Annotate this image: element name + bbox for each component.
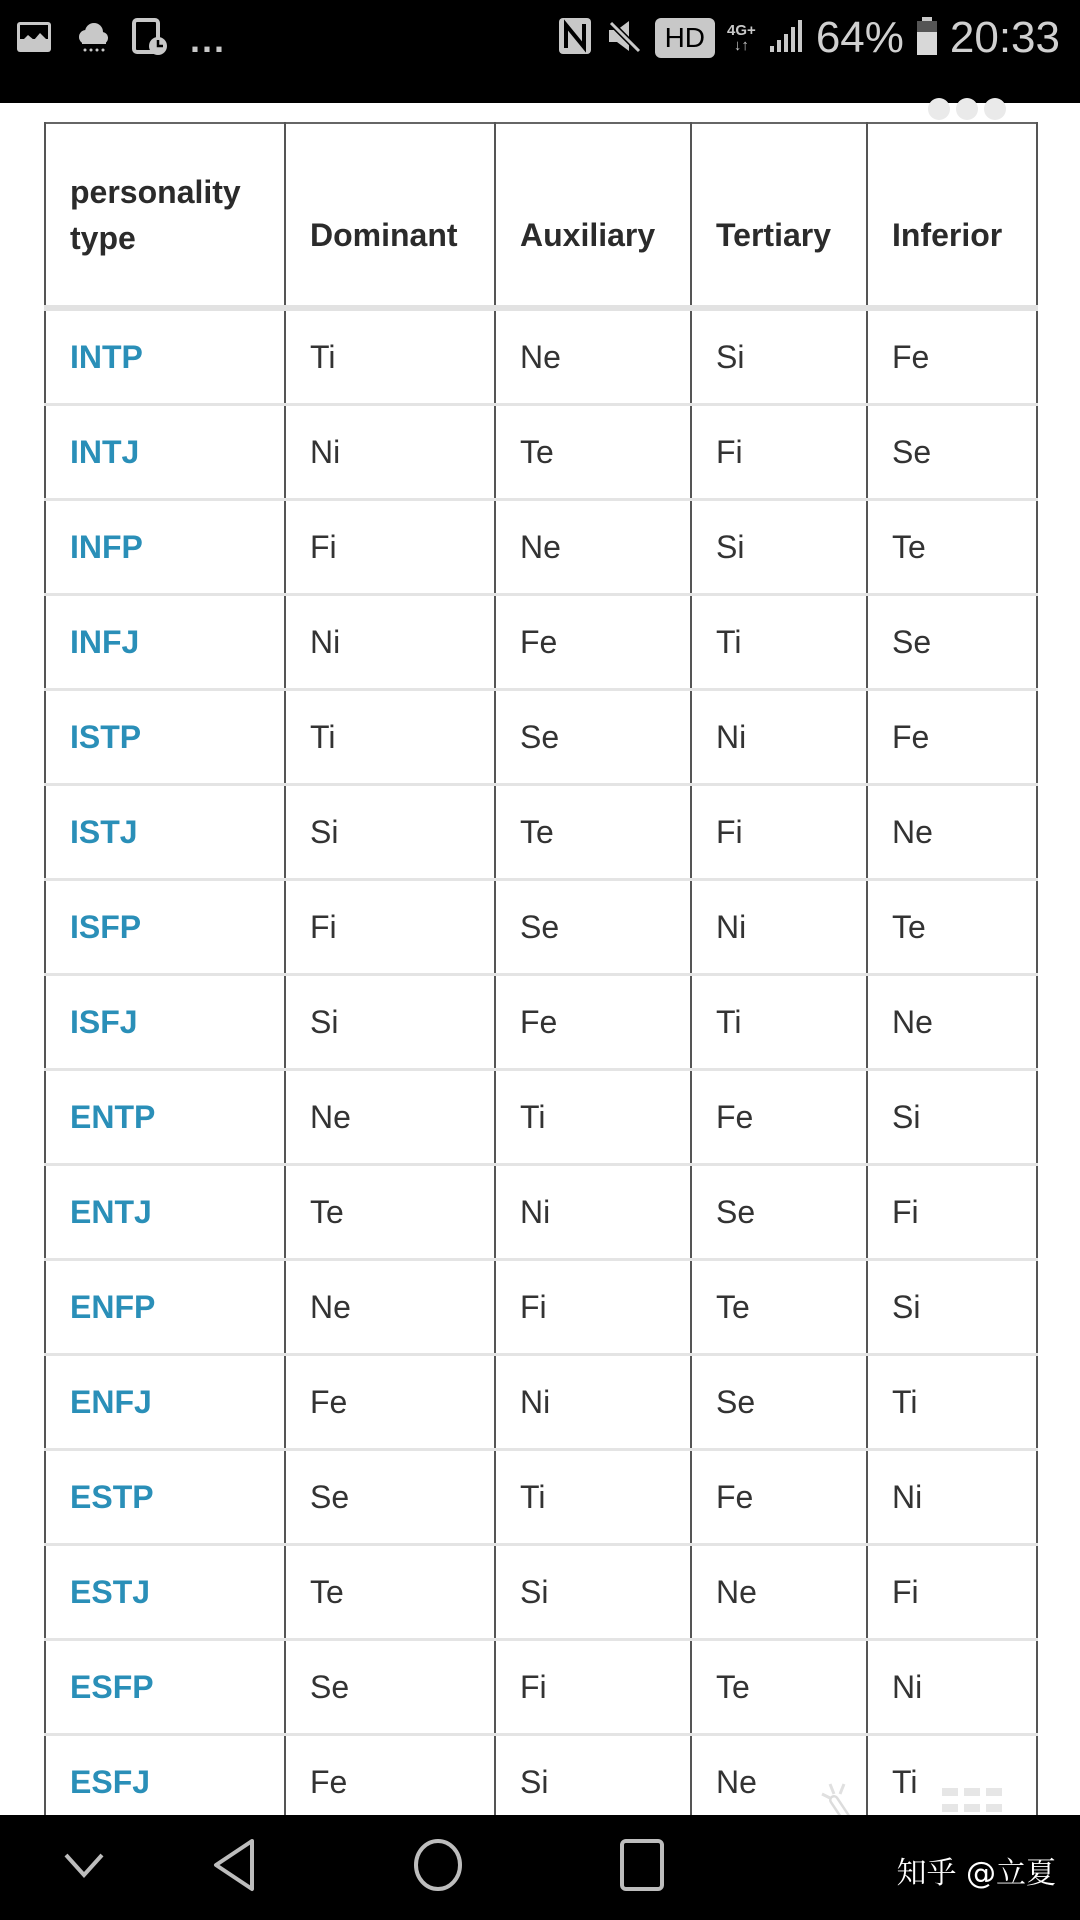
home-button[interactable] (412, 1837, 464, 1898)
inferior-cell: Fe (867, 308, 1037, 405)
auxiliary-cell: Ne (495, 500, 691, 595)
dot-icon (984, 98, 1006, 120)
dominant-cell: Ti (285, 308, 495, 405)
table-row (45, 595, 1037, 690)
dominant-cell: Fi (285, 880, 495, 975)
table-row (45, 690, 1037, 785)
dominant-cell: Si (285, 975, 495, 1070)
tertiary-cell: Ti (691, 595, 867, 690)
table-header-row (45, 123, 1037, 308)
system-status-icons (557, 10, 1060, 66)
header-tertiary: Tertiary (691, 123, 867, 308)
auxiliary-cell: Si (495, 1545, 691, 1640)
tertiary-cell: Te (691, 1260, 867, 1355)
notification-icons (16, 18, 226, 61)
auxiliary-cell: Ti (495, 1070, 691, 1165)
auxiliary-cell: Te (495, 405, 691, 500)
auxiliary-cell: Fi (495, 1640, 691, 1735)
cognitive-functions-table (44, 122, 1038, 1831)
tertiary-cell: Te (691, 1640, 867, 1735)
mute-icon (605, 17, 643, 60)
dominant-cell: Ne (285, 1070, 495, 1165)
tertiary-cell: Fe (691, 1450, 867, 1545)
battery-icon (916, 17, 938, 60)
inferior-cell: Ne (867, 975, 1037, 1070)
inferior-cell: Si (867, 1070, 1037, 1165)
auxiliary-cell: Si (495, 1735, 691, 1830)
type-link[interactable]: ESTJ (45, 1545, 285, 1640)
dot-icon (956, 98, 978, 120)
inferior-cell: Te (867, 880, 1037, 975)
auxiliary-cell: Fe (495, 975, 691, 1070)
header-dominant: Dominant (285, 123, 495, 308)
auxiliary-cell: Ni (495, 1165, 691, 1260)
table-row (45, 1545, 1037, 1640)
header-auxiliary: Auxiliary (495, 123, 691, 308)
auxiliary-cell: Ne (495, 308, 691, 405)
table-row (45, 1640, 1037, 1735)
hd-voice-icon: HD (655, 18, 715, 58)
signal-icon (768, 18, 804, 59)
personality-functions-table (44, 122, 1036, 1831)
type-link[interactable]: ENFJ (45, 1355, 285, 1450)
nfc-icon (557, 16, 593, 61)
auxiliary-cell: Fi (495, 1260, 691, 1355)
inferior-cell: Ne (867, 785, 1037, 880)
type-link[interactable]: INTP (45, 308, 285, 405)
auxiliary-cell: Fe (495, 595, 691, 690)
type-link[interactable]: ENTP (45, 1070, 285, 1165)
dominant-cell: Te (285, 1545, 495, 1640)
inferior-cell: Fi (867, 1545, 1037, 1640)
type-link[interactable]: ENTJ (45, 1165, 285, 1260)
tertiary-cell: Se (691, 1165, 867, 1260)
auxiliary-cell: Se (495, 690, 691, 785)
dominant-cell: Se (285, 1640, 495, 1735)
inferior-cell: Ti (867, 1355, 1037, 1450)
inferior-cell: Fe (867, 690, 1037, 785)
battery-percent: 64% (815, 13, 904, 62)
tertiary-cell: Si (691, 500, 867, 595)
inferior-cell: Ti (867, 1735, 1037, 1830)
type-link[interactable]: ISFP (45, 880, 285, 975)
table-row (45, 1450, 1037, 1545)
type-link[interactable]: ESFJ (45, 1735, 285, 1830)
tertiary-cell: Fe (691, 1070, 867, 1165)
inferior-cell: Ni (867, 1640, 1037, 1735)
table-row (45, 405, 1037, 500)
table-row (45, 975, 1037, 1070)
tertiary-cell: Fi (691, 785, 867, 880)
collapse-button[interactable] (62, 1851, 106, 1886)
type-link[interactable]: INFJ (45, 595, 285, 690)
dominant-cell: Ne (285, 1260, 495, 1355)
table-row (45, 1165, 1037, 1260)
dominant-cell: Si (285, 785, 495, 880)
inferior-cell: Fi (867, 1165, 1037, 1260)
table-row (45, 785, 1037, 880)
table-row (45, 880, 1037, 975)
auxiliary-cell: Te (495, 785, 691, 880)
type-link[interactable]: ISTP (45, 690, 285, 785)
dot-icon (928, 98, 950, 120)
dominant-cell: Fe (285, 1735, 495, 1830)
inferior-cell: Te (867, 500, 1037, 595)
type-link[interactable]: ENFP (45, 1260, 285, 1355)
gallery-icon (16, 19, 52, 60)
tertiary-cell: Si (691, 308, 867, 405)
network-4g-icon: 4G+ ↓↑ (727, 22, 756, 54)
overflow-menu-button[interactable] (928, 98, 1006, 120)
back-button[interactable] (210, 1837, 258, 1898)
auxiliary-cell: Ti (495, 1450, 691, 1545)
inferior-cell: Se (867, 405, 1037, 500)
more-notifications-icon: ... (190, 18, 227, 60)
tertiary-cell: Ne (691, 1545, 867, 1640)
tertiary-cell: Fi (691, 405, 867, 500)
dominant-cell: Fe (285, 1355, 495, 1450)
clock: 20:33 (949, 13, 1060, 62)
type-link[interactable]: INTJ (45, 405, 285, 500)
table-row (45, 308, 1037, 405)
tertiary-cell: Ni (691, 690, 867, 785)
inferior-cell: Ni (867, 1450, 1037, 1545)
header-personality-type: personality type (45, 123, 285, 308)
status-bar (0, 0, 1080, 103)
dominant-cell: Fi (285, 500, 495, 595)
type-link[interactable]: ISFJ (45, 975, 285, 1070)
type-link[interactable]: ESTP (45, 1450, 285, 1545)
table-row (45, 500, 1037, 595)
dominant-cell: Ni (285, 405, 495, 500)
type-link[interactable]: ESFP (45, 1640, 285, 1735)
inferior-cell: Se (867, 595, 1037, 690)
dominant-cell: Te (285, 1165, 495, 1260)
dominant-cell: Se (285, 1450, 495, 1545)
zhihu-watermark: 知乎 @立夏 (896, 1856, 1056, 1891)
table-row (45, 1260, 1037, 1355)
dominant-cell: Ti (285, 690, 495, 785)
auxiliary-cell: Ni (495, 1355, 691, 1450)
auxiliary-cell: Se (495, 880, 691, 975)
inferior-cell: Si (867, 1260, 1037, 1355)
table-row (45, 1355, 1037, 1450)
tablet-clock-icon (132, 18, 168, 61)
recents-button[interactable] (618, 1837, 666, 1898)
type-link[interactable]: INFP (45, 500, 285, 595)
tertiary-cell: Ni (691, 880, 867, 975)
cloud-rain-icon (74, 19, 110, 60)
tertiary-cell: Ne (691, 1735, 867, 1830)
type-link[interactable]: ISTJ (45, 785, 285, 880)
tertiary-cell: Ti (691, 975, 867, 1070)
tertiary-cell: Se (691, 1355, 867, 1450)
table-row (45, 1070, 1037, 1165)
dominant-cell: Ni (285, 595, 495, 690)
header-inferior: Inferior (867, 123, 1037, 308)
